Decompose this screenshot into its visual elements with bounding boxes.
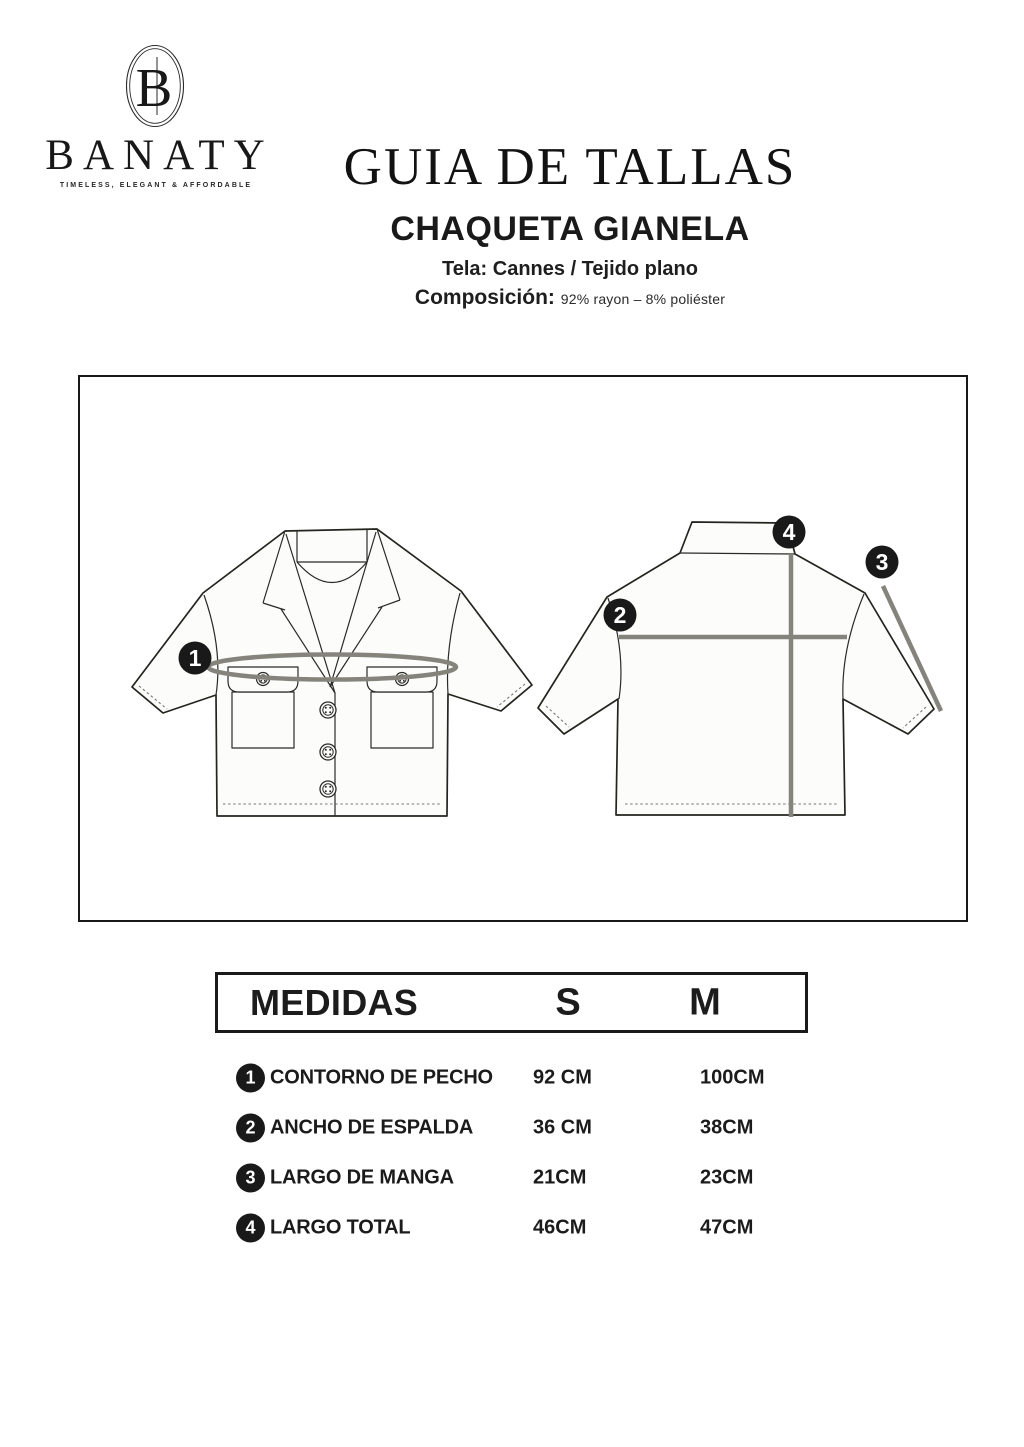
svg-text:4: 4: [782, 519, 796, 545]
size-m-value: 100CM: [700, 1066, 765, 1089]
callout-3: [866, 546, 899, 579]
table-row: [215, 1153, 815, 1203]
brand-logo: [30, 44, 280, 189]
jacket-flat-sketch: [80, 377, 966, 920]
measure-label: LARGO TOTAL: [270, 1216, 411, 1239]
table-header: [215, 972, 808, 1033]
title-block: [290, 138, 850, 310]
measure-label: ANCHO DE ESPALDA: [270, 1116, 474, 1139]
placket-button: [320, 702, 336, 718]
table-row: [215, 1203, 815, 1253]
callout-1: [179, 642, 212, 675]
row-number-badge: 1: [236, 1064, 265, 1093]
size-s-value: 36 CM: [533, 1116, 592, 1139]
brand-name: BANATY: [45, 132, 274, 179]
column-size-s: S: [555, 981, 581, 1023]
composition-label: Composición:: [414, 286, 555, 310]
size-s-value: 92 CM: [533, 1066, 592, 1089]
measure-label: CONTORNO DE PECHO: [270, 1066, 493, 1089]
measurements-table: [215, 1053, 815, 1253]
row-number-badge: 3: [236, 1164, 265, 1193]
brand-monogram-icon: [125, 44, 185, 128]
page-title: GUIA DE TALLAS: [343, 138, 797, 196]
product-name: CHAQUETA GIANELA: [390, 210, 750, 249]
callout-4: [773, 516, 806, 549]
svg-text:3: 3: [875, 549, 889, 575]
fabric-info: Tela: Cannes / Tejido plano: [442, 258, 698, 281]
size-m-value: 23CM: [700, 1166, 754, 1189]
composition-info: [290, 286, 850, 310]
composition-value: 92% rayon – 8% poliéster: [560, 291, 726, 308]
table-row: [215, 1053, 815, 1103]
monogram-letter: B: [135, 57, 173, 118]
brand-tagline: TIMELESS, ELEGANT & AFFORDABLE: [59, 182, 253, 189]
svg-text:2: 2: [613, 602, 627, 628]
column-measures: MEDIDAS: [250, 981, 419, 1023]
table-row: [215, 1103, 815, 1153]
callout-2: [604, 599, 637, 632]
size-s-value: 21CM: [533, 1166, 587, 1189]
size-s-value: 46CM: [533, 1216, 587, 1239]
placket-button: [320, 781, 336, 797]
size-m-value: 47CM: [700, 1216, 754, 1239]
row-number-badge: 4: [236, 1214, 265, 1243]
measurement-diagram: [78, 375, 968, 922]
size-m-value: 38CM: [700, 1116, 754, 1139]
measure-label: LARGO DE MANGA: [270, 1166, 454, 1189]
svg-text:1: 1: [188, 645, 202, 671]
placket-button: [320, 744, 336, 760]
column-size-m: M: [689, 981, 721, 1023]
row-number-badge: 2: [236, 1114, 265, 1143]
